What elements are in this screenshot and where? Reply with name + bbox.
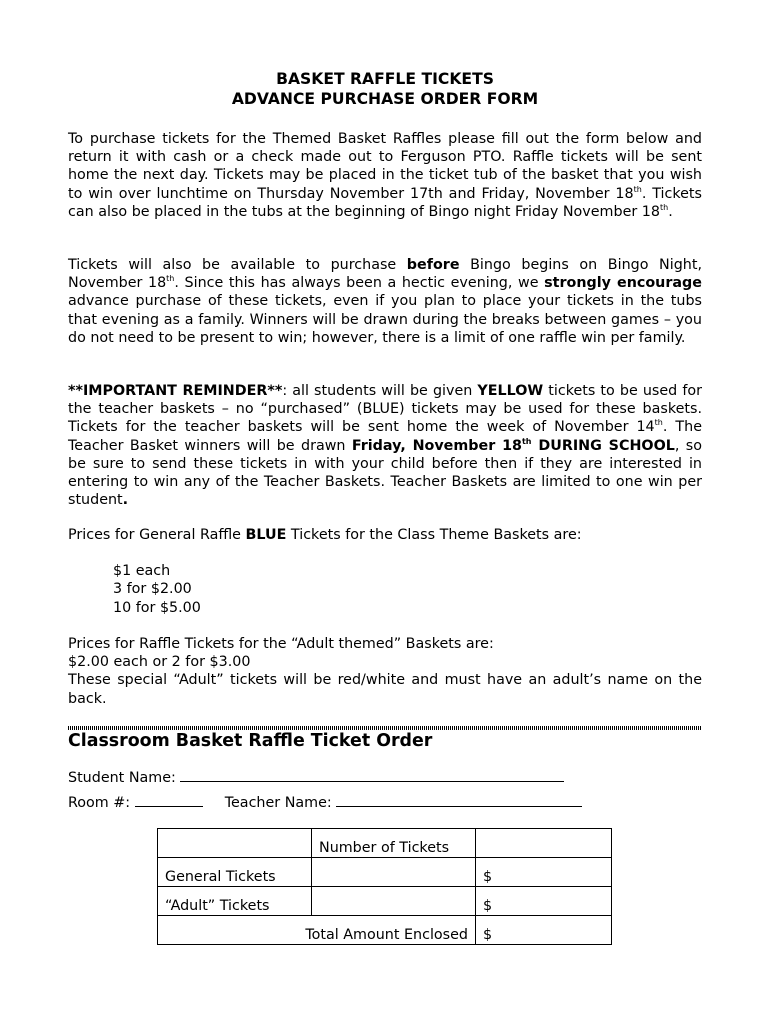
cut-line-divider <box>68 726 702 730</box>
general-price-list <box>113 562 201 617</box>
adult-prices-paragraph <box>68 635 702 708</box>
general-tickets-quantity[interactable] <box>312 858 476 887</box>
table-row <box>158 916 612 945</box>
reminder-paragraph <box>68 382 702 509</box>
student-name-field[interactable] <box>180 767 564 782</box>
student-name-label: Student Name: <box>68 770 181 786</box>
adult-tickets-amount[interactable]: $ <box>476 887 612 916</box>
text-run: Bingo begins on Bingo Night, November 18 <box>68 257 702 292</box>
bold-text: **IMPORTANT REMINDER** <box>68 383 283 399</box>
text-run: To purchase tickets for the Themed Basket Raffles please fill out the form below and return it with cash or a check made out to Ferguson PTO. Raffle tickets will be sent home the next day. Tickets may be placed in the ticket tub of the basket that you wish to win over lunchtime on Thursday November 17th and Friday, November 18 <box>68 131 702 202</box>
superscript: th <box>521 436 532 446</box>
general-prices-heading <box>68 526 702 544</box>
adult-prices-rates: $2.00 each or 2 for $3.00 <box>68 654 251 671</box>
bold-text: strongly encourage <box>544 275 702 292</box>
text-run: Tickets for the Class Theme Baskets are: <box>286 527 582 543</box>
teacher-name-label: Teacher Name: <box>224 795 337 811</box>
bold-text: YELLOW <box>477 383 544 399</box>
adult-tickets-quantity[interactable] <box>312 887 476 916</box>
title-line-2: ADVANCE PURCHASE ORDER FORM <box>231 90 539 108</box>
text-run: . The Teacher Basket winners will be drawn <box>68 419 702 454</box>
text-run: , so be sure to send these tickets in with your child before then if they are interested in entering to win any of the Teacher Baskets. Teacher Baskets are limited to one win per student <box>68 437 702 509</box>
superscript: th <box>633 184 642 194</box>
text-run: tickets to be used for the teacher baskets – no “purchased” (BLUE) tickets may be used for these baskets. Tickets for the teacher baskets will be sent home the week of November 14 <box>68 383 702 436</box>
tickets-column-header: Number of Tickets <box>312 829 476 858</box>
text-run: Tickets will also be available to purchase <box>68 257 407 273</box>
text-run: . <box>668 203 673 220</box>
title-line-1: BASKET RAFFLE TICKETS <box>276 70 494 88</box>
bold-text: Friday, November 18 <box>351 437 522 454</box>
price-item: $1 each <box>113 563 171 579</box>
table-cell <box>476 829 612 858</box>
general-tickets-label: General Tickets <box>158 858 312 887</box>
availability-paragraph <box>68 256 702 347</box>
table-row <box>158 887 612 916</box>
table-cell <box>158 829 312 858</box>
teacher-name-field[interactable] <box>336 792 582 807</box>
text-run: Prices for General Raffle <box>68 527 246 543</box>
bold-text: . <box>122 492 129 509</box>
general-tickets-amount[interactable]: $ <box>476 858 612 887</box>
form-title <box>0 69 770 109</box>
table-row <box>158 829 612 858</box>
bold-text: DURING SCHOOL <box>531 437 675 454</box>
order-section-title: Classroom Basket Raffle Ticket Order <box>68 731 433 751</box>
intro-paragraph <box>68 130 702 221</box>
price-item: 10 for $5.00 <box>113 599 201 616</box>
adult-tickets-label: “Adult” Tickets <box>158 887 312 916</box>
ticket-order-table <box>157 828 612 945</box>
total-amount-label: Total Amount Enclosed <box>158 916 476 945</box>
superscript: th <box>659 202 669 212</box>
text-run: advance purchase of these tickets, even if you plan to place your tickets in the tubs that evening as a family. Winners will be drawn during the breaks between games – you do not need to be present to win; however, there is a limit of one raffle win per family. <box>68 293 702 346</box>
bold-text: before <box>406 257 460 273</box>
table-row <box>158 858 612 887</box>
adult-prices-heading: Prices for Raffle Tickets for the “Adult themed” Baskets are: <box>68 636 494 652</box>
student-name-row <box>68 767 564 787</box>
bold-text: BLUE <box>245 527 287 543</box>
adult-prices-note: These special “Adult” tickets will be red/white and must have an adult’s name on the back. <box>68 672 702 707</box>
total-amount-field[interactable]: $ <box>476 916 612 945</box>
text-run: . Since this has always been a hectic evening, we <box>174 275 545 292</box>
room-number-field[interactable] <box>135 792 203 807</box>
text-run: : all students will be given <box>282 383 478 399</box>
text-run: . Tickets can also be placed in the tubs at the beginning of Bingo night Friday November 18 <box>68 185 702 220</box>
room-label: Room #: <box>68 795 135 811</box>
price-item: 3 for $2.00 <box>113 581 192 598</box>
superscript: th <box>166 274 175 284</box>
room-teacher-row <box>68 792 582 812</box>
superscript: th <box>654 418 663 428</box>
